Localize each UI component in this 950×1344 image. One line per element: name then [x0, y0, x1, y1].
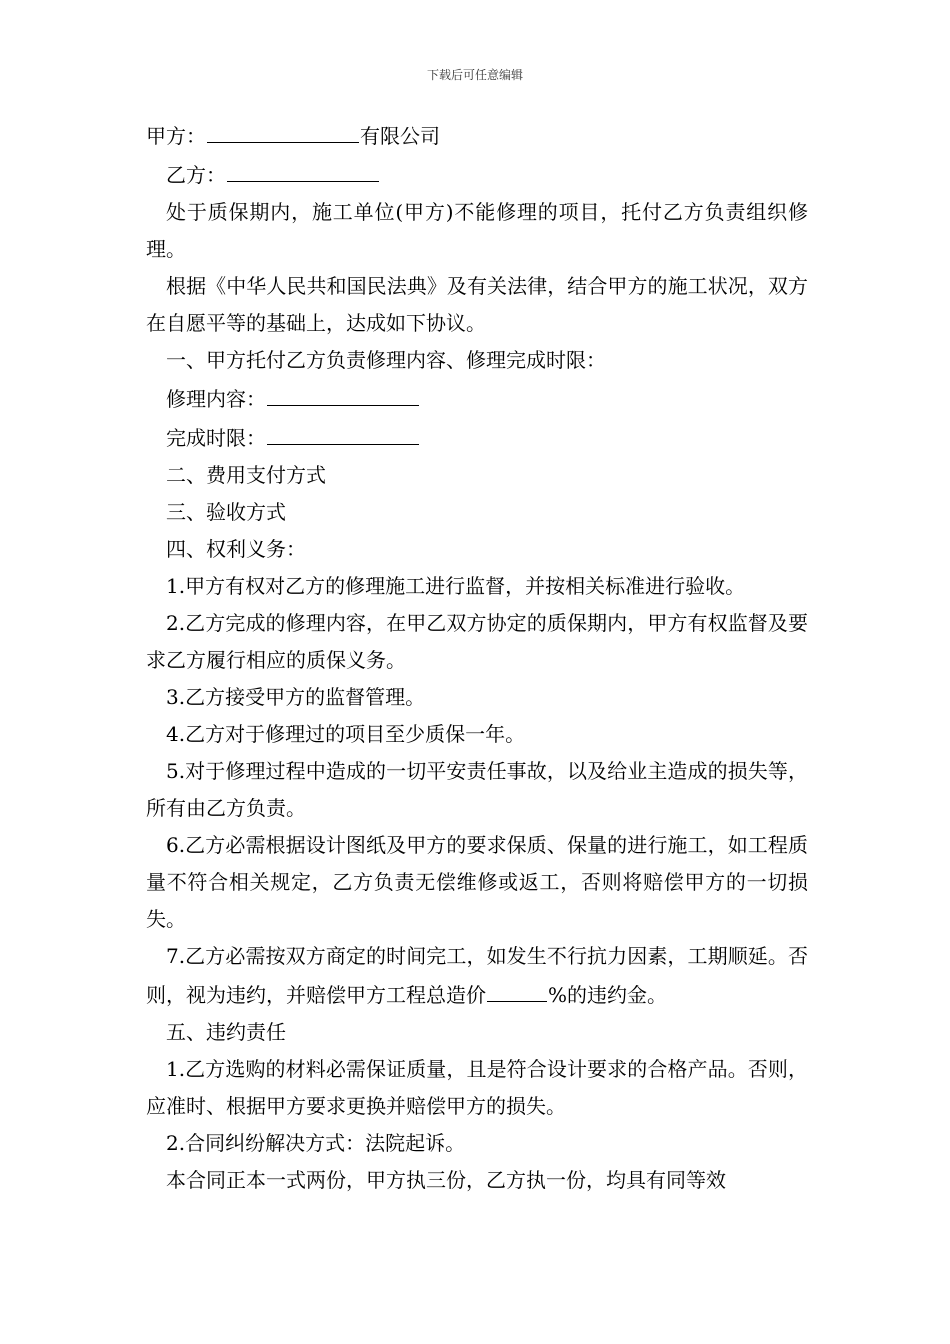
section-1-title: 一、甲方托付乙方负责修理内容、修理完成时限： [166, 348, 606, 372]
rights-item-4: 4.乙方对于修理过的项目至少质保一年。 [166, 722, 526, 746]
deadline-label: 完成时限： [166, 426, 266, 450]
rights-item-5: 5.对于修理过程中造成的一切平安责任事故，以及给业主造成的损失等，所有由乙方负责。 [146, 759, 808, 820]
rights-item-2: 2.乙方完成的修理内容，在甲乙双方协定的质保期内，甲方有权监督及要求乙方履行相应的质保义务。 [146, 611, 808, 672]
party-a-line [146, 116, 808, 155]
deadline-blank[interactable] [267, 418, 419, 445]
repair-content-blank[interactable] [267, 379, 419, 406]
closing-paragraph: 本合同正本一式两份，甲方执三份，乙方执一份，均具有同等效 [166, 1168, 726, 1192]
penalty-percent-blank[interactable] [487, 975, 547, 1002]
rights-item-7 [146, 938, 808, 1014]
party-b-line [146, 155, 808, 194]
section-3-title: 三、验收方式 [166, 500, 286, 524]
liability-item-2: 2.合同纠纷解决方式：法院起诉。 [166, 1131, 466, 1155]
rights-item-3: 3.乙方接受甲方的监督管理。 [166, 685, 426, 709]
liability-item-1: 1.乙方选购的材料必需保证质量，且是符合设计要求的合格产品。否则，应准时、根据甲方要求更换并赔偿甲方的损失。 [146, 1057, 808, 1118]
rights-item-6: 6.乙方必需根据设计图纸及甲方的要求保质、保量的进行施工，如工程质量不符合相关规定，乙方负责无偿维修或返工，否则将赔偿甲方的一切损失。 [146, 833, 808, 931]
deadline-line [146, 418, 808, 457]
contract-body [146, 116, 808, 1199]
page-header: 下载后可任意编辑 [426, 68, 523, 82]
rights-item-7-suffix: %的违约金。 [548, 983, 668, 1007]
intro-paragraph-2: 根据《中华人民共和国民法典》及有关法律，结合甲方的施工状况，双方在自愿平等的基础上，达成如下协议。 [146, 274, 808, 335]
rights-item-1: 1.甲方有权对乙方的修理施工进行监督，并按相关标准进行验收。 [166, 574, 746, 598]
intro-paragraph-1: 处于质保期内，施工单位(甲方)不能修理的项目，托付乙方负责组织修理。 [146, 200, 808, 261]
section-2-title: 二、费用支付方式 [166, 463, 326, 487]
party-b-blank[interactable] [227, 155, 379, 182]
party-a-suffix: 有限公司 [360, 124, 440, 148]
party-b-label: 乙方： [166, 163, 226, 187]
party-a-blank[interactable] [207, 116, 359, 143]
party-a-label: 甲方： [146, 124, 206, 148]
section-4-title: 四、权利义务： [166, 537, 306, 561]
repair-content-line [146, 379, 808, 418]
section-5-title: 五、违约责任 [166, 1020, 286, 1044]
rights-item-7-prefix: 7.乙方必需按双方商定的时间完工，如发生不行抗力因素，工期顺延。否则，视为违约，并赔偿甲方工程总造价 [146, 944, 808, 1007]
repair-content-label: 修理内容： [166, 387, 266, 411]
